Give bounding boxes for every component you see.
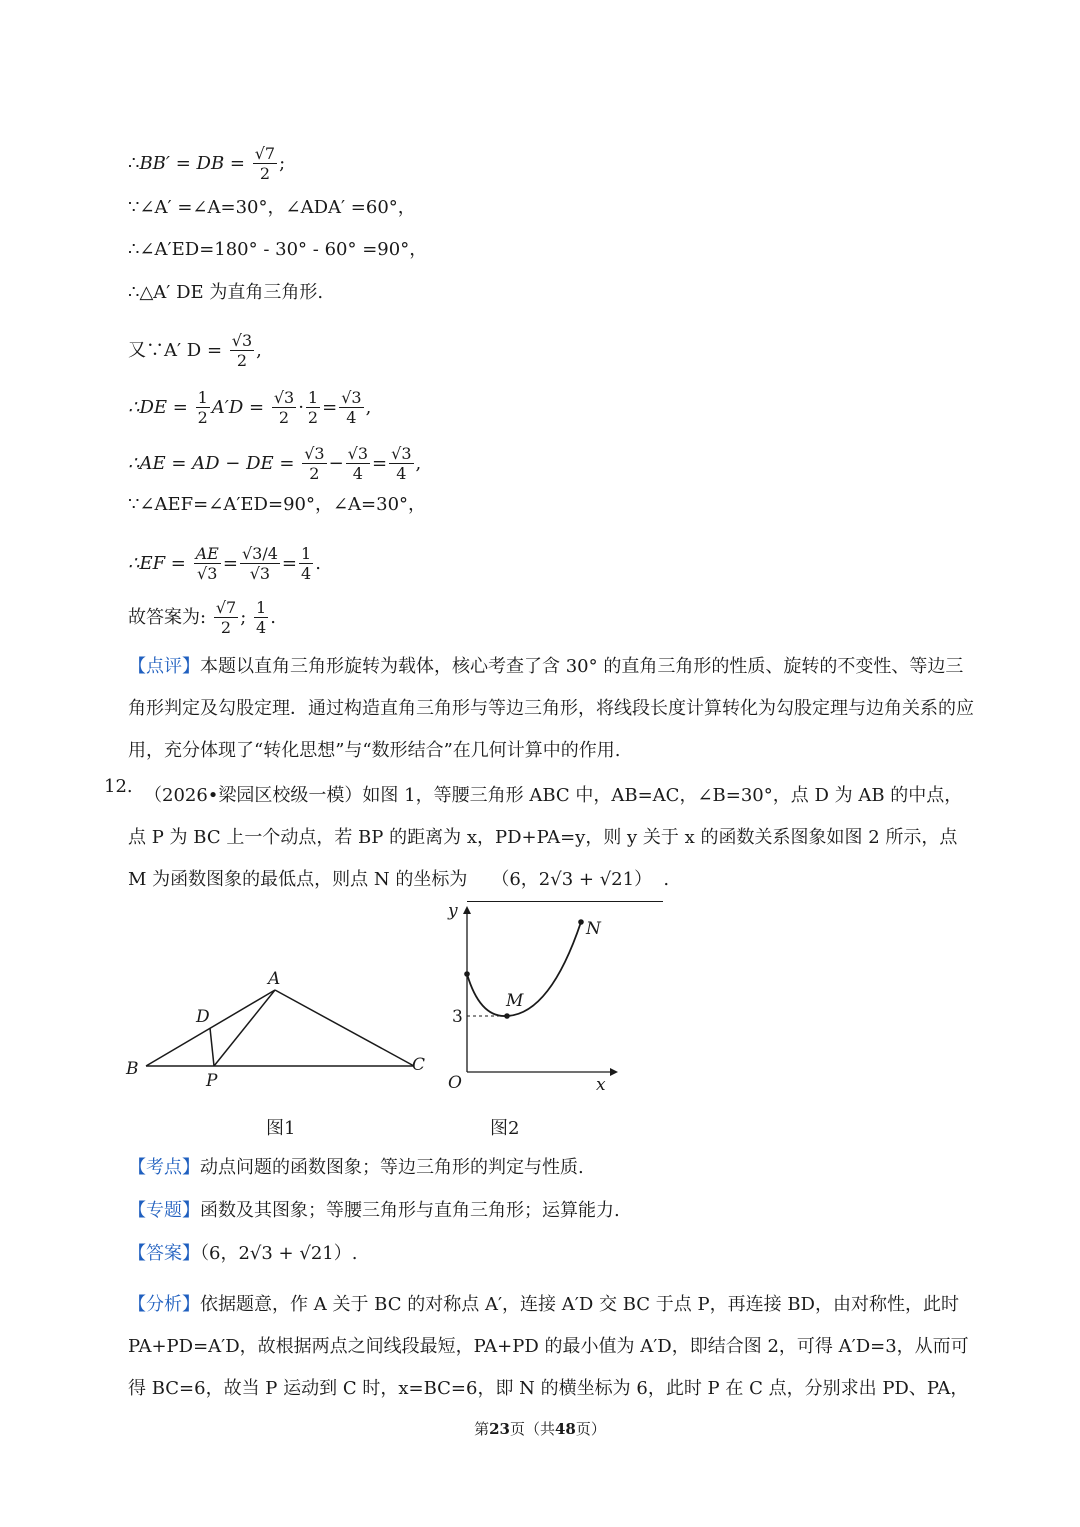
numerator: 1 [307,388,319,407]
fenxi-text: 依据题意，作 A 关于 BC 的对称点 A′，连接 A′D 交 BC 于点 P，再连接 BD，由对称性，此时 PA+PD=A′D，故根据两点之间线段最短，PA+PD 的最小值为 A′D，即结合图 2，可得 A′D=3，从而可得 BC=6，故当 P 运动到 C 时，x=BC=6，即 N 的横坐标为 6，此时 P 在 C 点，分别求出 PD、PA， [128,1294,969,1399]
figure-2-caption: 图2 [490,1118,520,1139]
label-d: D [196,1007,210,1027]
solution-line-3: ∴∠A′ED=180° - 30° - 60° =90°， [128,239,428,260]
denominator: √3 [197,564,218,583]
solution-line-6 [128,390,371,426]
denominator: 2 [307,408,319,427]
label-c: C [412,1055,426,1075]
punctuation: ; [279,153,286,174]
numerator: 1 [301,544,312,563]
equals-sign: = [372,453,388,474]
zhuanti-text: 函数及其图象；等腰三角形与直角三角形；运算能力. [200,1200,620,1221]
label-b: B [126,1059,139,1079]
solution-line-4: ∴△A′ DE 为直角三角形. [128,282,324,303]
comment-text: 本题以直角三角形旋转为载体，核心考查了含 30° 的直角三角形的性质、旋转的不变性、等边三角形判定及勾股定理．通过构造直角三角形与等边三角形，将线段长度计算转化为勾股定理与边角关系的应用，充分体现了“转化思想”与“数形结合”在几何计算中的作用. [128,656,974,761]
function-curve [467,922,581,1016]
denominator: 4 [346,408,357,427]
denominator: 2 [259,164,270,183]
fraction [306,390,320,426]
denominator: 4 [256,618,267,637]
fraction [214,600,238,636]
equation-text: A′D = [211,397,265,418]
footer-pre: 第 [474,1420,490,1438]
question-text [128,775,978,902]
fraction [254,600,268,636]
comment-tag: 【点评】 [128,656,200,677]
solution-line-7 [128,446,421,482]
daan-tag: 【答案】 [128,1243,200,1264]
punctuation: , [365,397,372,418]
denominator: 2 [220,618,232,637]
label-three: 3 [452,1007,463,1027]
page-footer [0,1418,1080,1439]
solution-line-9 [128,546,321,582]
equation-text: BB′ = DB = [139,153,245,174]
fraction [272,390,296,426]
dot-operator: · [298,397,304,418]
numerator: √3 [304,444,325,463]
numerator: √7 [254,144,276,163]
equation-text: ∴AE = AD − DE = [128,453,295,474]
equals-sign: = [322,397,338,418]
minus-sign: − [328,453,344,474]
numerator: √7 [215,598,237,617]
fraction [302,446,326,482]
fraction [253,146,277,182]
footer-mid: 页（共 [509,1420,555,1438]
punctuation: . [315,553,321,574]
answer-label: 故答案为: [128,607,207,628]
answer-blank: （6，2√3 + √21） [467,859,663,902]
solution-line-5 [128,333,262,369]
daan-line [128,1242,357,1266]
numerator: 1 [256,598,267,617]
equals-sign: = [222,553,238,574]
segment-dp [210,1028,214,1066]
numerator: √3 [391,444,412,463]
equation-text: ∴EF = [128,553,186,574]
y-axis-arrow [463,906,471,914]
solution-line-2: ∵∠A′ =∠A=30°，∠ADA′ =60°， [128,197,416,218]
kaodian-text: 动点问题的函数图象；等边三角形的判定与性质. [200,1157,584,1178]
punctuation: . [270,607,276,628]
figure-2-graph [440,896,620,1102]
label-x: x [596,1075,606,1095]
daan-text: （6，2√3 + √21）. [200,1243,358,1264]
punctuation: , [415,453,422,474]
label-a: A [268,969,281,989]
denominator: 4 [396,464,407,483]
fraction [339,390,363,426]
question-number: 12. [104,776,133,797]
page-total: 48 [555,1420,576,1438]
zhuanti-tag: 【专题】 [128,1200,200,1221]
numerator: √3 [347,444,369,463]
label-n: N [586,919,601,939]
punctuation: ; [240,607,247,628]
kaodian-tag: 【考点】 [128,1157,200,1178]
comment-paragraph [128,646,978,772]
fenxi-paragraph [128,1284,978,1410]
therefore-symbol: ∴ [128,153,140,174]
fraction [346,446,370,482]
footer-post: 页） [575,1420,606,1438]
fraction [230,333,254,369]
label-y: y [448,901,458,921]
question-body: （2026•梁园区校级一模）如图 1，等腰三角形 ABC 中，AB=AC，∠B=30°，点 D 为 AB 的中点，点 P 为 BC 上一个动点，若 BP 的距离为 x，PD+PA=y，则 y 关于 x 的函数关系图象如图 2 所示，点 M 为函数图象的最低点，则点 N 的坐标为 [128,785,963,890]
answer-summary-line [128,600,276,636]
denominator: 2 [197,408,208,427]
solution-line-8: ∵∠AEF=∠A′ED=90°，∠A=30°， [128,494,427,515]
fraction [389,446,413,482]
punctuation: , [256,340,262,361]
label-p: P [206,1071,218,1091]
fraction [196,390,210,426]
segment-ac [275,990,414,1066]
figure-1-caption: 图1 [266,1118,296,1139]
numerator: √3/4 [241,544,278,563]
kaodian-line [128,1156,584,1180]
segment-ap [214,990,275,1066]
zhuanti-line [128,1199,620,1223]
x-axis-arrow [610,1068,618,1076]
numerator: √3 [273,388,295,407]
solution-line-1 [128,146,285,182]
denominator: √3 [249,564,271,583]
page-number: 23 [489,1420,510,1438]
numerator: 1 [197,388,208,407]
equation-text: 又∵A′ D = [128,340,223,361]
denominator: 2 [278,408,290,427]
start-point [464,971,470,977]
denominator: 4 [301,564,312,583]
fraction [299,546,313,582]
fraction [240,546,280,582]
denominator: 2 [309,464,320,483]
point-n [578,919,584,925]
point-m [504,1013,510,1019]
punctuation: . [663,869,670,890]
figure-1-triangle [120,960,440,1100]
label-m: M [506,991,524,1011]
label-o: O [448,1073,462,1093]
denominator: 4 [352,464,363,483]
fenxi-tag: 【分析】 [128,1294,200,1315]
denominator: 2 [236,351,248,370]
numerator: √3 [231,331,253,350]
equals-sign: = [281,553,297,574]
numerator: AE [195,544,219,563]
numerator: √3 [341,388,362,407]
fraction [194,546,221,582]
equation-text: ∴DE = [128,397,188,418]
